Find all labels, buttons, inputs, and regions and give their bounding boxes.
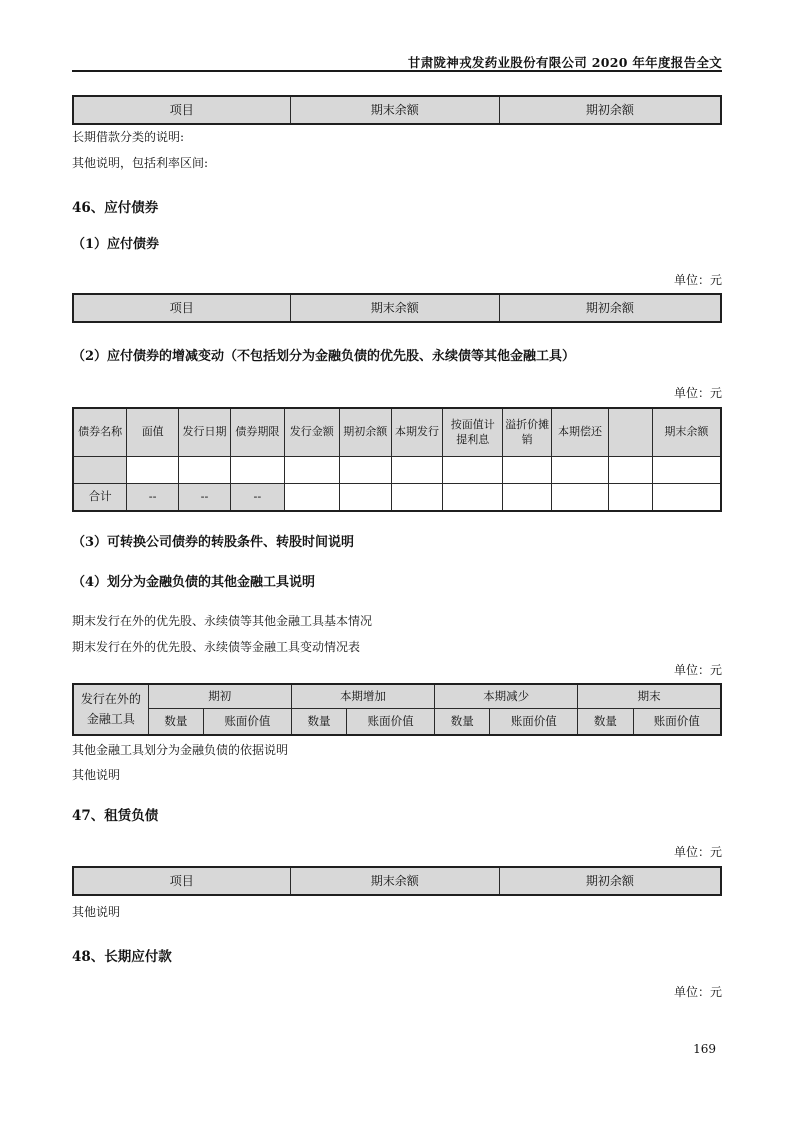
lease-liabilities-table xyxy=(72,866,722,896)
group-header-opening: 期初 xyxy=(148,684,291,709)
section-46-3-title: （3）可转换公司债券的转股条件、转股时间说明 xyxy=(72,535,355,550)
cell xyxy=(339,457,391,484)
cell xyxy=(443,457,503,484)
col-header-current-repayment: 本期偿还 xyxy=(552,408,608,457)
cell xyxy=(608,457,652,484)
col-header-issue-amount: 发行金额 xyxy=(284,408,339,457)
cell xyxy=(503,457,552,484)
page-number: 169 xyxy=(693,1042,716,1056)
long-term-loan-table xyxy=(72,95,722,125)
bond-movement-table xyxy=(72,407,722,512)
fi-basis-note: 其他金融工具划分为金融负债的依据说明 xyxy=(72,743,289,757)
header-rule xyxy=(72,70,722,72)
header-row xyxy=(73,294,721,322)
cell xyxy=(391,457,443,484)
header-row xyxy=(73,408,721,457)
col-header-blank xyxy=(608,408,652,457)
cell: -- xyxy=(230,484,284,512)
bonds-payable-table xyxy=(72,293,722,323)
cell xyxy=(73,457,127,484)
col-header-closing-balance: 期末余额 xyxy=(290,96,499,124)
financial-instruments-table xyxy=(72,683,722,736)
sub-header-book-value: 账面价值 xyxy=(204,709,292,736)
cell xyxy=(230,457,284,484)
section-47-title: 47、租赁负债 xyxy=(72,808,159,824)
col-header-item: 项目 xyxy=(73,96,290,124)
col-header-bond-term: 债券期限 xyxy=(230,408,284,457)
unit-label-5: 单位：元 xyxy=(673,985,722,999)
section-46-2-title: （2）应付债券的增减变动（不包括划分为金融负债的优先股、永续债等其他金融工具） xyxy=(72,349,576,364)
cell xyxy=(284,484,339,512)
unit-label-1: 单位：元 xyxy=(673,273,722,287)
fi-change-note: 期末发行在外的优先股、永续债等金融工具变动情况表 xyxy=(72,640,361,654)
cell: -- xyxy=(127,484,179,512)
col-header-item: 项目 xyxy=(73,294,290,322)
cell xyxy=(179,457,231,484)
sub-header-book-value: 账面价值 xyxy=(347,709,435,736)
cell xyxy=(127,457,179,484)
unit-label-4: 单位：元 xyxy=(673,845,722,859)
header-row-groups xyxy=(73,684,721,709)
col-header-issue-date: 发行日期 xyxy=(179,408,231,457)
col-header-face-value: 面值 xyxy=(127,408,179,457)
col-header-opening-balance: 期初余额 xyxy=(499,867,721,895)
fi-basic-note: 期末发行在外的优先股、永续债等其他金融工具基本情况 xyxy=(72,614,373,628)
header-row-subcolumns xyxy=(73,709,721,736)
cell xyxy=(391,484,443,512)
cell: -- xyxy=(179,484,231,512)
cell xyxy=(652,457,721,484)
cell xyxy=(443,484,503,512)
cell xyxy=(339,484,391,512)
col-header-opening-balance: 期初余额 xyxy=(499,96,721,124)
col-header-premium-amortization: 溢折价摊销 xyxy=(503,408,552,457)
col-header-closing-balance: 期末余额 xyxy=(652,408,721,457)
col-header-closing-balance: 期末余额 xyxy=(290,294,499,322)
fi-other-note: 其他说明 xyxy=(72,768,121,782)
section-46-1-title: （1）应付债券 xyxy=(72,237,160,252)
loan-other-note: 其他说明，包括利率区间: xyxy=(72,156,209,170)
corner-line-2: 金融工具 xyxy=(86,711,135,726)
header-row xyxy=(73,867,721,895)
cell xyxy=(284,457,339,484)
cell xyxy=(552,457,608,484)
section-46-title: 46、应付债券 xyxy=(72,200,159,216)
col-header-item: 项目 xyxy=(73,867,290,895)
col-header-bond-name: 债券名称 xyxy=(73,408,127,457)
cell xyxy=(552,484,608,512)
group-header-increase: 本期增加 xyxy=(291,684,434,709)
group-header-closing: 期末 xyxy=(578,684,721,709)
total-row xyxy=(73,484,721,512)
total-label-cell: 合计 xyxy=(73,484,127,512)
group-header-decrease: 本期减少 xyxy=(435,684,578,709)
col-header-closing-balance: 期末余额 xyxy=(290,867,499,895)
sub-header-quantity: 数量 xyxy=(148,709,203,736)
page-header-title: 甘肃陇神戎发药业股份有限公司 2020 年年度报告全文 xyxy=(407,55,722,70)
unit-label-2: 单位：元 xyxy=(673,386,722,400)
col-header-opening-balance: 期初余额 xyxy=(499,294,721,322)
col-header-interest-at-face: 按面值计提利息 xyxy=(443,408,503,457)
sub-header-quantity: 数量 xyxy=(435,709,490,736)
sub-header-book-value: 账面价值 xyxy=(490,709,578,736)
cell xyxy=(503,484,552,512)
cell xyxy=(652,484,721,512)
sub-header-book-value: 账面价值 xyxy=(633,709,721,736)
sub-header-quantity: 数量 xyxy=(578,709,633,736)
corner-header-outstanding-instruments xyxy=(73,684,148,735)
loan-classification-note: 长期借款分类的说明: xyxy=(72,130,185,144)
header-row xyxy=(73,96,721,124)
section-48-title: 48、长期应付款 xyxy=(72,949,172,965)
cell xyxy=(608,484,652,512)
section-46-4-title: （4）划分为金融负债的其他金融工具说明 xyxy=(72,575,316,590)
sub-header-quantity: 数量 xyxy=(291,709,346,736)
table-row xyxy=(73,457,721,484)
lease-other-note: 其他说明 xyxy=(72,905,121,919)
col-header-opening-balance: 期初余额 xyxy=(339,408,391,457)
col-header-current-issue: 本期发行 xyxy=(391,408,443,457)
corner-line-1: 发行在外的 xyxy=(80,692,141,707)
unit-label-3: 单位：元 xyxy=(673,663,722,677)
